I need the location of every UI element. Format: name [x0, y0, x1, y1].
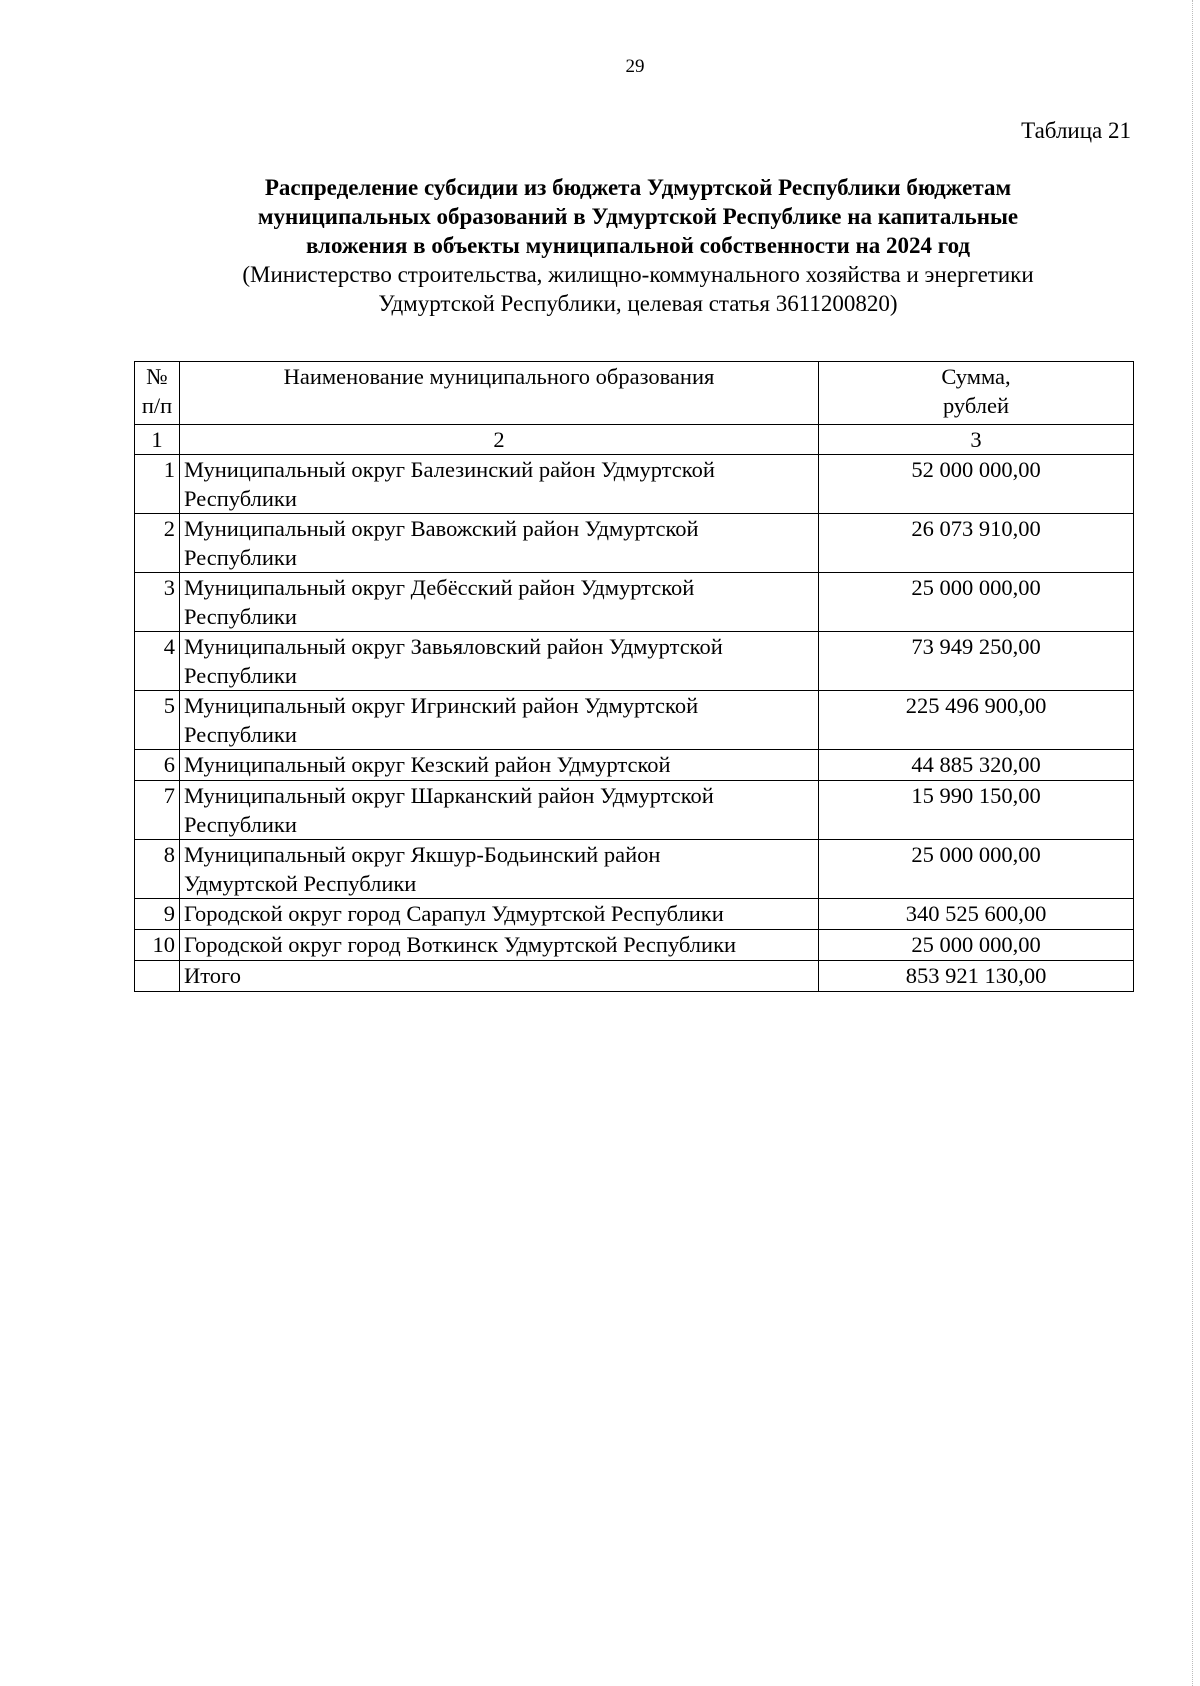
- row-name: Муниципальный округ Дебёсский район Удмуртской Республики: [180, 573, 819, 632]
- row-number: 9: [135, 899, 180, 930]
- table-row: [135, 514, 1134, 573]
- table-row: [135, 632, 1134, 691]
- subsidy-table: [134, 361, 1134, 992]
- table-header-row: [135, 362, 1134, 425]
- table-row: [135, 840, 1134, 899]
- page-number: 29: [625, 56, 645, 77]
- row-number: 10: [135, 930, 180, 961]
- row-sum: 15 990 150,00: [819, 781, 1134, 840]
- row-name: Муниципальный округ Вавожский район Удмуртской Республики: [180, 514, 819, 573]
- row-name: Муниципальный округ Завьяловский район Удмуртской Республики: [180, 632, 819, 691]
- row-sum: 340 525 600,00: [819, 899, 1134, 930]
- row-name: Муниципальный округ Балезинский район Удмуртской Республики: [180, 455, 819, 514]
- row-sum: 25 000 000,00: [819, 930, 1134, 961]
- table-row: [135, 750, 1134, 781]
- row-sum: 25 000 000,00: [819, 840, 1134, 899]
- row-number: 3: [135, 573, 180, 632]
- table-label: Таблица 21: [1021, 118, 1131, 143]
- header-sum: Сумма, рублей: [819, 362, 1134, 425]
- row-number: 7: [135, 781, 180, 840]
- total-row: [135, 961, 1134, 992]
- row-sum: 225 496 900,00: [819, 691, 1134, 750]
- row-number: 5: [135, 691, 180, 750]
- row-name: Муниципальный округ Якшур-Бодьинский район Удмуртской Республики: [180, 840, 819, 899]
- row-number: 8: [135, 840, 180, 899]
- table-row: [135, 930, 1134, 961]
- column-index-row: [135, 425, 1134, 455]
- row-name: Муниципальный округ Игринский район Удмуртской Республики: [180, 691, 819, 750]
- row-sum: 52 000 000,00: [819, 455, 1134, 514]
- header-name: Наименование муниципального образования: [180, 362, 819, 425]
- total-sum: 853 921 130,00: [819, 961, 1134, 992]
- subtitle-line-2: Удмуртской Республики, целевая статья 3611200820): [378, 291, 898, 316]
- table-row: [135, 455, 1134, 514]
- header-number: № п/п: [135, 362, 180, 425]
- total-number-empty: [135, 961, 180, 992]
- title-line-1: Распределение субсидии из бюджета Удмуртской Республики бюджетам: [264, 175, 1012, 200]
- document-heading: [128, 173, 1148, 318]
- total-label: Итого: [180, 961, 819, 992]
- table-row: [135, 781, 1134, 840]
- scan-edge-artifact: [1192, 0, 1196, 1686]
- column-index: 3: [819, 425, 1134, 455]
- row-number: 4: [135, 632, 180, 691]
- table-row: [135, 691, 1134, 750]
- row-number: 1: [135, 455, 180, 514]
- row-name: Городской округ город Воткинск Удмуртской Республики: [180, 930, 819, 961]
- row-sum: 26 073 910,00: [819, 514, 1134, 573]
- row-name: Муниципальный округ Шарканский район Удмуртской Республики: [180, 781, 819, 840]
- row-sum: 73 949 250,00: [819, 632, 1134, 691]
- table-row: [135, 899, 1134, 930]
- row-number: 6: [135, 750, 180, 781]
- column-index: 2: [180, 425, 819, 455]
- row-number: 2: [135, 514, 180, 573]
- table-row: [135, 573, 1134, 632]
- title-line-2: муниципальных образований в Удмуртской Республике на капитальные: [257, 204, 1019, 229]
- row-name: Муниципальный округ Кезский район Удмуртской: [180, 750, 819, 781]
- row-sum: 44 885 320,00: [819, 750, 1134, 781]
- subtitle-line-1: (Министерство строительства, жилищно-коммунального хозяйства и энергетики: [242, 262, 1034, 287]
- row-name: Городской округ город Сарапул Удмуртской Республики: [180, 899, 819, 930]
- column-index: 1: [135, 425, 180, 455]
- row-sum: 25 000 000,00: [819, 573, 1134, 632]
- title-line-3: вложения в объекты муниципальной собственности на 2024 год: [305, 233, 971, 258]
